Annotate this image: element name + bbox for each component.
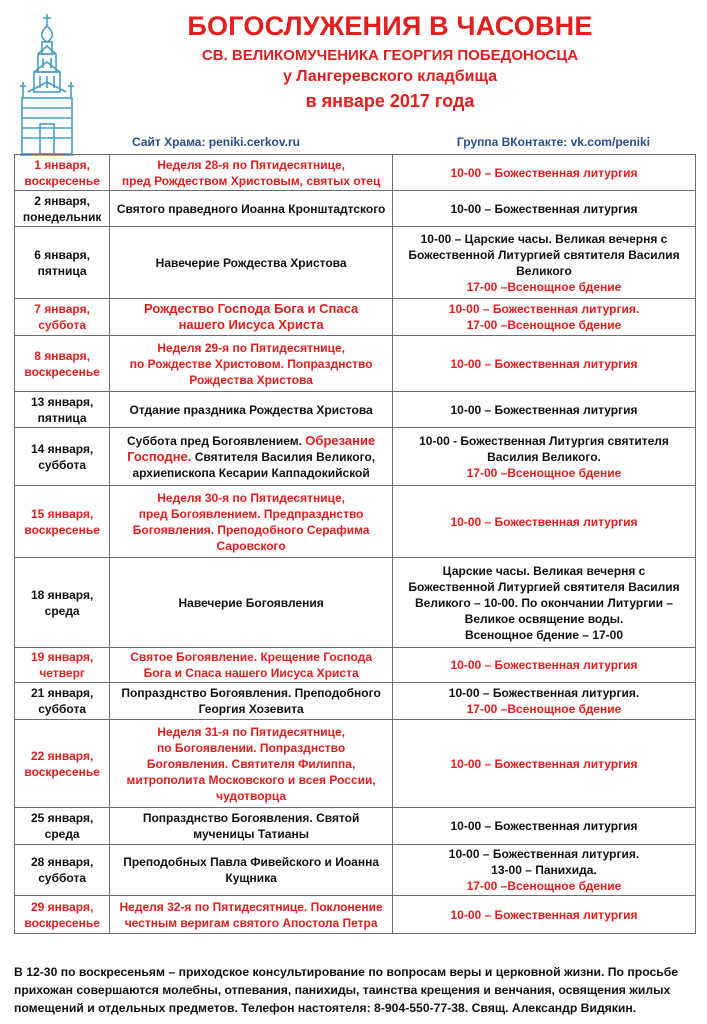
date-line: пятница [37, 263, 87, 278]
schedule-row [15, 486, 696, 558]
date-line: 2 января, [34, 193, 90, 208]
feast-line: Преподобных Павла Фивейского и Иоанна [123, 855, 380, 869]
links-bar [90, 135, 690, 153]
feast-line: Неделя 28-я по Пятидесятнице, [157, 157, 345, 172]
service-line: 17-00 –Всенощное бдение [466, 318, 622, 332]
feast-line: по Рождестве Христовом. Попразднство [129, 356, 373, 371]
site-link[interactable]: Сайт Храма: peniki.cerkov.ru [132, 135, 300, 149]
date-line: воскресенье [24, 173, 100, 188]
service-date [15, 720, 110, 808]
feast-highlight: Господне. [127, 448, 192, 464]
service-cell [392, 896, 695, 934]
service-line: Божественной Литургией святителя Василия [408, 579, 680, 594]
feast-line: Попразднство Богоявления. Святой [142, 811, 360, 825]
feast-line: Богоявления. Преподобного Серафима [132, 522, 370, 537]
schedule-row [15, 648, 696, 683]
date-line: 7 января, [34, 302, 90, 316]
date-line: четверг [39, 666, 85, 680]
footer-line: помещений и отдельных предметов. Телефон настоятеля: 8-904-550-77-38. Свящ. Александр Видякин. [14, 1001, 637, 1015]
schedule-row [15, 227, 696, 299]
date-line: 21 января, [30, 686, 94, 700]
feast-text: Суббота пред Богоявлением. [127, 433, 306, 448]
date-line: суббота [38, 871, 86, 885]
schedule-table [14, 154, 696, 934]
header [90, 8, 690, 114]
date-line: 13 января, [30, 394, 94, 409]
service-cell [392, 392, 695, 428]
service-date [15, 648, 110, 683]
service-date [15, 191, 110, 227]
feast-cell [110, 486, 393, 558]
feast-cell [110, 428, 393, 486]
date-line: 15 января, [30, 506, 94, 521]
service-cell [392, 227, 695, 299]
service-line: 10-00 – Божественная литургия [450, 756, 638, 771]
feast-line: Рождество Господа Бога и Спаса [143, 301, 359, 316]
service-date [15, 227, 110, 299]
schedule-row [15, 683, 696, 720]
service-line: 10-00 – Божественная литургия [450, 165, 638, 180]
feast-line: Рождества Христова [189, 372, 313, 387]
service-line: 10-00 – Божественная литургия [450, 819, 638, 833]
feast-line: мученицы Татианы [193, 827, 309, 841]
service-line: Василия Великого. [487, 449, 601, 464]
feast-cell [110, 227, 393, 299]
service-date [15, 558, 110, 648]
feast-cell [110, 558, 393, 648]
service-cell [392, 683, 695, 720]
service-cell [392, 299, 695, 336]
schedule-row [15, 191, 696, 227]
schedule-row [15, 392, 696, 428]
feast-line: Навечерие Богоявления [178, 595, 324, 610]
schedule-row [15, 845, 696, 896]
service-line: Всенощное бдение – 17-00 [464, 627, 624, 642]
feast-cell [110, 392, 393, 428]
feast-text: архиепископа Кесарии Каппадокийской [132, 465, 370, 480]
footer-line: В 12-30 по воскресеньям – приходское консультирование по вопросам веры и церковной жизни. По просьбе [14, 965, 679, 979]
service-cell [392, 808, 695, 845]
feast-line: чудотворца [216, 788, 287, 803]
feast-line: Неделя 30-я по Пятидесятнице, [157, 490, 345, 505]
schedule-row [15, 896, 696, 934]
page-title: БОГОСЛУЖЕНИЯ В ЧАСОВНЕ [187, 11, 593, 41]
footer-note [14, 963, 696, 1017]
footer-line: прихожан совершаются молебны, отпевания, панихиды, таинства крещения и венчания, освящения жилых [14, 983, 671, 997]
service-line: 10-00 – Божественная литургия [450, 658, 638, 672]
feast-line: нашего Иисуса Христа [178, 317, 324, 332]
service-line: 10-00 – Божественная литургия [450, 356, 638, 371]
schedule-row [15, 155, 696, 191]
service-cell [392, 336, 695, 392]
service-cell [392, 191, 695, 227]
feast-line: Попразднство Богоявления. Преподобного [121, 686, 381, 700]
date-line: 22 января, [30, 748, 94, 763]
feast-line: Навечерие Рождества Христова [155, 255, 347, 270]
feast-line: Отдание праздника Рождества Христова [129, 402, 373, 417]
schedule-row [15, 808, 696, 845]
service-cell [392, 720, 695, 808]
service-cell [392, 486, 695, 558]
service-line: 10-00 – Царские часы. Великая вечерня с [420, 231, 668, 246]
feast-line: пред Богоявлением. Предпразднство [138, 506, 364, 521]
date-line: 8 января, [34, 348, 90, 363]
service-date [15, 155, 110, 191]
date-line: суббота [38, 318, 86, 332]
feast-line: митрополита Московского и всея России, [126, 772, 376, 787]
service-line: Царские часы. Великая вечерня с [442, 563, 646, 578]
date-line: 28 января, [30, 855, 94, 869]
feast-cell [110, 155, 393, 191]
feast-cell [110, 336, 393, 392]
service-line: Великого [516, 263, 572, 278]
service-date [15, 486, 110, 558]
feast-line: Святое Богоявление. Крещение Господа [130, 650, 372, 664]
feast-line: Кущника [225, 871, 277, 885]
date-line: 19 января, [30, 650, 94, 664]
service-date [15, 299, 110, 336]
chapel-icon [18, 12, 76, 158]
service-date [15, 845, 110, 896]
service-date [15, 392, 110, 428]
service-line: 10-00 – Божественная литургия. [448, 847, 640, 861]
feast-line: по Богоявлении. Попразднство [157, 740, 346, 755]
feast-cell [110, 648, 393, 683]
service-line: Великого – 10-00. По окончании Литургии – [414, 595, 673, 610]
service-line: 17-00 –Всенощное бдение [466, 879, 622, 893]
date-line: суббота [38, 702, 86, 716]
feast-cell [110, 808, 393, 845]
feast-line: Неделя 31-я по Пятидесятнице, [157, 724, 345, 739]
service-cell [392, 558, 695, 648]
service-line: 10-00 – Божественная литургия. [448, 302, 640, 316]
schedule-row [15, 336, 696, 392]
feast-line: пред Рождеством Христовым, святых отец [121, 173, 381, 188]
date-line: суббота [38, 457, 86, 472]
service-line: 10-00 – Божественная литургия [450, 514, 638, 529]
service-date [15, 336, 110, 392]
feast-cell [110, 845, 393, 896]
schedule-row [15, 428, 696, 486]
feast-line: Неделя 29-я по Пятидесятнице, [157, 340, 345, 355]
chapel-location: у Лангеревского кладбища [282, 68, 498, 85]
service-cell [392, 648, 695, 683]
feast-highlight: Обрезание [305, 432, 376, 448]
service-line: 10-00 – Божественная литургия [450, 907, 638, 922]
service-line: 10-00 – Божественная литургия [450, 201, 638, 216]
service-line: 10-00 – Божественная литургия [450, 402, 638, 417]
schedule-row [15, 720, 696, 808]
feast-line: честным веригам святого Апостола Петра [124, 915, 378, 930]
feast-line: Богоявления. Святителя Филиппа, [146, 756, 356, 771]
service-line: 13-00 – Панихида. [491, 863, 597, 877]
date-line: воскресенье [24, 364, 100, 379]
chapel-name: СВ. ВЕЛИКОМУЧЕНИКА ГЕОРГИЯ ПОБЕДОНОСЦА [201, 47, 579, 64]
date-line: 6 января, [34, 247, 90, 262]
service-line: 17-00 –Всенощное бдение [466, 465, 622, 480]
date-line: пятница [37, 410, 87, 425]
service-line: 17-00 –Всенощное бдение [466, 702, 622, 716]
service-date [15, 428, 110, 486]
date-line: 14 января, [30, 441, 94, 456]
date-line: 1 января, [34, 157, 90, 172]
schedule-row [15, 558, 696, 648]
service-line: 17-00 –Всенощное бдение [466, 279, 622, 294]
feast-cell [110, 299, 393, 336]
feast-line: Георгия Хозевита [198, 702, 304, 716]
feast-line: Неделя 32-я по Пятидесятнице. Поклонение [119, 899, 383, 914]
feast-cell [110, 896, 393, 934]
date-line: среда [44, 603, 80, 618]
service-cell [392, 155, 695, 191]
vk-link[interactable]: Группа ВКонтакте: vk.com/peniki [456, 135, 650, 149]
feast-cell [110, 191, 393, 227]
feast-line: Саровского [216, 538, 286, 553]
date-line: воскресенье [24, 522, 100, 537]
service-line: 10-00 - Божественная Литургия святителя [419, 433, 669, 448]
service-line: Великое освящение воды. [464, 611, 624, 626]
date-line: 25 января, [30, 811, 94, 825]
feast-line: Бога и Спаса нашего Иисуса Христа [143, 666, 359, 680]
feast-line: Святого праведного Иоанна Кронштадтского [116, 201, 386, 216]
date-line: 18 января, [30, 587, 94, 602]
schedule-period: в январе 2017 года [305, 91, 475, 111]
service-cell [392, 845, 695, 896]
date-line: среда [44, 827, 80, 841]
service-cell [392, 428, 695, 486]
date-line: воскресенье [24, 764, 100, 779]
feast-cell [110, 683, 393, 720]
service-line: 10-00 – Божественная литургия. [448, 686, 640, 700]
feast-text: Святителя Василия Великого, [191, 449, 376, 464]
feast-cell [110, 720, 393, 808]
service-date [15, 896, 110, 934]
date-line: воскресенье [24, 915, 100, 930]
date-line: понедельник [22, 209, 102, 224]
date-line: 29 января, [30, 899, 94, 914]
schedule-row [15, 299, 696, 336]
service-line: Божественной Литургией святителя Василия [408, 247, 680, 262]
service-date [15, 683, 110, 720]
service-date [15, 808, 110, 845]
